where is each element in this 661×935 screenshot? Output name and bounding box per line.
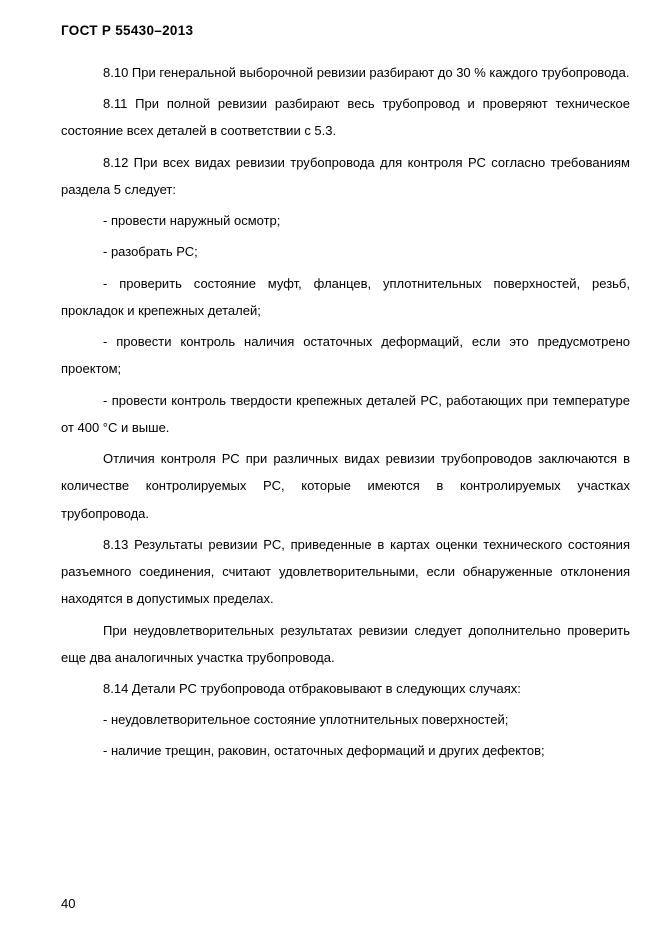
- list-item: - разобрать РС;: [103, 244, 198, 260]
- list-item: - неудовлетворительное состояние уплотнительных поверхностей;: [103, 712, 509, 728]
- paragraph-8-13: 8.13 Результаты ревизии РС, приведенные в картах оценки технического состояния разъемного соединения, считают удовлетворительными, если обнаруженные отклонения находятся в допустимых пределах.: [61, 536, 630, 607]
- page-number: 40: [61, 896, 76, 911]
- list-item: - провести контроль твердости крепежных деталей РС, работающих при температуре от 400 °С и выше.: [61, 392, 630, 435]
- paragraph-8-14: 8.14 Детали РС трубопровода отбраковывают в следующих случаях:: [103, 681, 521, 697]
- paragraph-unsatisfactory-results: При неудовлетворительных результатах ревизии следует дополнительно проверить еще два аналогичных участка трубопровода.: [61, 622, 630, 665]
- paragraph-8-11: 8.11 При полной ревизии разбирают весь трубопровод и проверяют техническое состояние всех деталей в соответствии с 5.3.: [61, 96, 630, 139]
- document-header: ГОСТ Р 55430–2013: [61, 23, 194, 38]
- list-item: - провести наружный осмотр;: [103, 213, 281, 229]
- paragraph-control-differences: Отличия контроля РС при различных видах ревизии трубопроводов заключаются в количестве контролируемых РС, которые имеются в контролируемых участках трубопровода.: [61, 450, 630, 521]
- document-body: [61, 59, 630, 769]
- list-item: - проверить состояние муфт, фланцев, уплотнительных поверхностей, резьб, прокладок и крепежных деталей;: [61, 275, 630, 318]
- list-item: - наличие трещин, раковин, остаточных деформаций и других дефектов;: [103, 743, 545, 759]
- paragraph-8-12: 8.12 При всех видах ревизии трубопровода для контроля РС согласно требованиям раздела 5 следует:: [61, 154, 630, 197]
- paragraph-8-10: 8.10 При генеральной выборочной ревизии разбирают до 30 % каждого трубопровода.: [103, 65, 630, 80]
- list-item: - провести контроль наличия остаточных деформаций, если это предусмотрено проектом;: [61, 334, 630, 377]
